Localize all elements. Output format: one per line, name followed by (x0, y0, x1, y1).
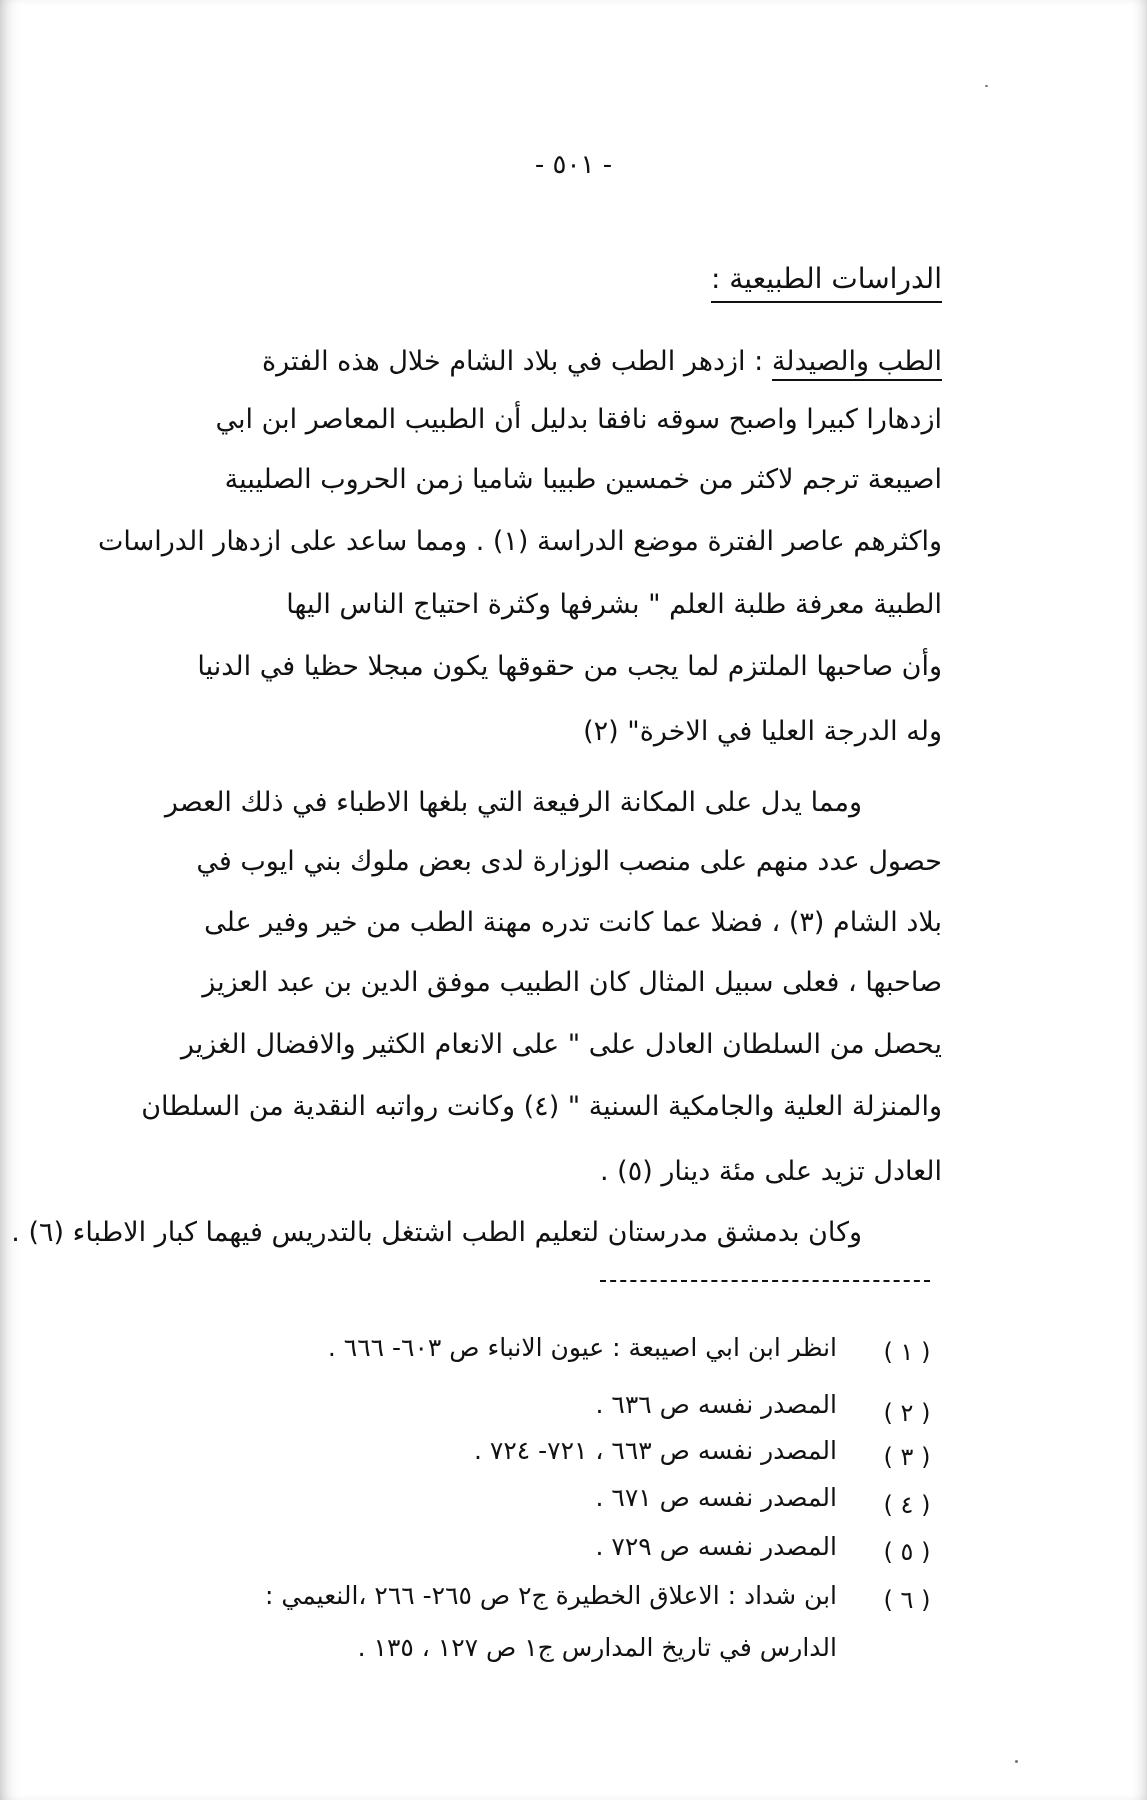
paragraph-line: العادل تزيد على مئة دينار (٥) . (600, 1156, 942, 1187)
page-number: - ٥٠١ - (534, 150, 613, 180)
footnote-number: ( ٥ ) (883, 1538, 931, 1566)
paragraph-line: واكثرهم عاصر الفترة موضع الدراسة (١) . ومما ساعد على ازدهار الدراسات (97, 526, 942, 557)
footnote-text: انظر ابن ابي اصيبعة : عيون الانباء ص ٦٠٣- ٦٦٦ . (327, 1333, 837, 1362)
section-title: الدراسات الطبيعية : (711, 262, 942, 303)
footnote-text: المصدر نفسه ص ٦٦٣ ، ٧٢١- ٧٢٤ . (473, 1436, 837, 1465)
footnote-text: الدارس في تاريخ المدارس ج١ ص ١٢٧ ، ١٣٥ . (357, 1633, 837, 1662)
paragraph-line (262, 342, 942, 382)
paragraph-line: وكان بدمشق مدرستان لتعليم الطب اشتغل بالتدريس فيهما كبار الاطباء (٦) . (11, 1217, 862, 1248)
footnote-text: المصدر نفسه ص ٧٢٩ . (595, 1532, 837, 1561)
footnote-number: ( ٤ ) (883, 1491, 931, 1519)
footnote-number: ( ٦ ) (883, 1586, 931, 1614)
paragraph-line: ومما يدل على المكانة الرفيعة التي بلغها الاطباء في ذلك العصر (164, 787, 862, 818)
underlined-term: الطب والصيدلة (772, 346, 942, 381)
line-text: : ازدهر الطب في بلاد الشام خلال هذه الفترة (262, 346, 772, 377)
footnote-number: ( ٣ ) (883, 1443, 931, 1471)
paragraph-line: يحصل من السلطان العادل على " على الانعام الكثير والافضال الغزير (180, 1029, 942, 1060)
footnote-number: ( ٢ ) (883, 1399, 931, 1427)
paragraph-line: بلاد الشام (٣) ، فضلا عما كانت تدره مهنة الطب من خير وفير على (204, 907, 942, 938)
paragraph-line: ازدهارا كبيرا واصبح سوقه نافقا بدليل أن الطبيب المعاصر ابن ابي (215, 404, 942, 435)
scan-speck (1015, 1760, 1018, 1763)
paragraph-line: اصيبعة ترجم لاكثر من خمسين طبيبا شاميا زمن الحروب الصليبية (224, 464, 942, 495)
paragraph-line: وأن صاحبها الملتزم لما يجب من حقوقها يكون مبجلا حظيا في الدنيا (197, 651, 942, 682)
paragraph-line: وله الدرجة العليا في الاخرة" (٢) (583, 716, 942, 747)
footnote-number: ( ١ ) (883, 1338, 931, 1366)
paragraph-line: والمنزلة العلية والجامكية السنية " (٤) وكانت رواتبه النقدية من السلطان (141, 1091, 942, 1122)
paragraph-line: حصول عدد منهم على منصب الوزارة لدى بعض ملوك بني ايوب في (196, 846, 942, 877)
footnote-text: المصدر نفسه ص ٦٧١ . (595, 1483, 837, 1512)
scan-speck (985, 85, 988, 87)
footnote-divider (600, 1280, 930, 1282)
paragraph-line: الطبية معرفة طلبة العلم " بشرفها وكثرة احتياج الناس اليها (286, 589, 942, 620)
footnote-text: ابن شداد : الاعلاق الخطيرة ج٢ ص ٢٦٥- ٢٦٦ ،النعيمي : (265, 1581, 837, 1610)
paragraph-line: صاحبها ، فعلى سبيل المثال كان الطبيب موفق الدين بن عبد العزيز (202, 967, 942, 998)
footnote-text: المصدر نفسه ص ٦٣٦ . (595, 1390, 837, 1419)
